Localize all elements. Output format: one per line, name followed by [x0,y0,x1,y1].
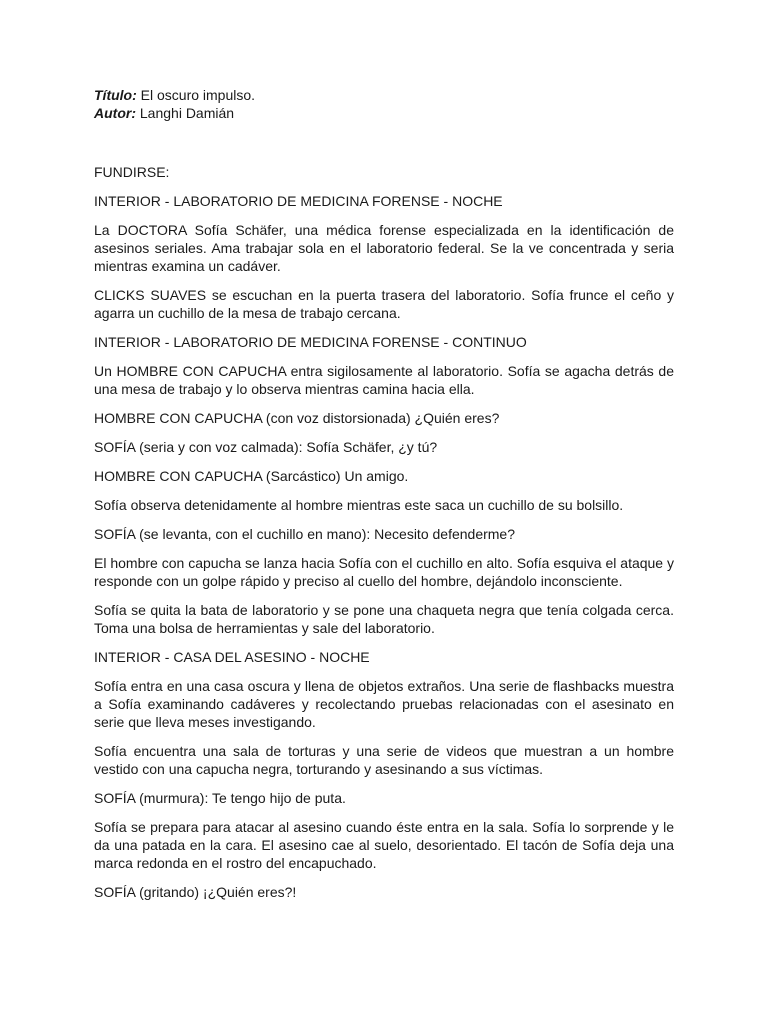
paragraph: Sofía se prepara para atacar al asesino cuando éste entra en la sala. Sofía lo sorprende y le da una patada en la cara. El asesino cae al suelo, desorientado. El tacón de Sofía deja una marca redonda en el rostro del encapuchado. [94,819,674,871]
paragraph: INTERIOR - LABORATORIO DE MEDICINA FORENSE - NOCHE [94,193,503,209]
author-value: Langhi Damián [139,105,235,121]
paragraph: INTERIOR - CASA DEL ASESINO - NOCHE [94,649,370,665]
author-line [94,104,674,122]
paragraph: CLICKS SUAVES se escuchan en la puerta trasera del laboratorio. Sofía frunce el ceño y agarra un cuchillo de la mesa de trabajo cercana. [94,287,674,321]
paragraph: Sofía entra en una casa oscura y llena de objetos extraños. Una serie de flashbacks muestra a Sofía examinando cadáveres y recolectando pruebas relacionadas con el asesinato en serie que lleva meses investigando. [94,678,674,730]
paragraph: SOFÍA (se levanta, con el cuchillo en mano): Necesito defenderme? [94,526,515,542]
paragraph: INTERIOR - LABORATORIO DE MEDICINA FORENSE - CONTINUO [94,334,527,350]
paragraph: Sofía observa detenidamente al hombre mientras este saca un cuchillo de su bolsillo. [94,497,624,513]
script-body [94,163,674,912]
paragraph: El hombre con capucha se lanza hacia Sofía con el cuchillo en alto. Sofía esquiva el ataque y responde con un golpe rápido y preciso al cuello del hombre, dejándolo inconsciente. [94,555,674,589]
paragraph: Sofía se quita la bata de laboratorio y se pone una chaqueta negra que tenía colgada cerca. Toma una bolsa de herramientas y sale del laboratorio. [94,602,674,636]
paragraph: Sofía encuentra una sala de torturas y una serie de videos que muestran a un hombre vestido con una capucha negra, torturando y asesinando a sus víctimas. [94,743,674,777]
paragraph: FUNDIRSE: [94,164,170,180]
document-header [94,86,674,122]
author-label: Autor: [94,105,136,121]
paragraph: Un HOMBRE CON CAPUCHA entra sigilosamente al laboratorio. Sofía se agacha detrás de una mesa de trabajo y lo observa mientras camina hacia ella. [94,363,674,397]
paragraph: SOFÍA (murmura): Te tengo hijo de puta. [94,790,346,806]
paragraph: SOFÍA (gritando) ¡¿Quién eres?! [94,884,297,900]
paragraph: SOFÍA (seria y con voz calmada): Sofía Schäfer, ¿y tú? [94,439,438,455]
title-value: El oscuro impulso. [140,87,256,103]
title-label: Título: [94,87,137,103]
title-line [94,86,674,104]
paragraph: La DOCTORA Sofía Schäfer, una médica forense especializada en la identificación de asesinos seriales. Ama trabajar sola en el laboratorio federal. Se la ve concentrada y seria mientras examina un cadáver. [94,222,674,274]
paragraph: HOMBRE CON CAPUCHA (Sarcástico) Un amigo. [94,468,409,484]
paragraph: HOMBRE CON CAPUCHA (con voz distorsionada) ¿Quién eres? [94,410,500,426]
